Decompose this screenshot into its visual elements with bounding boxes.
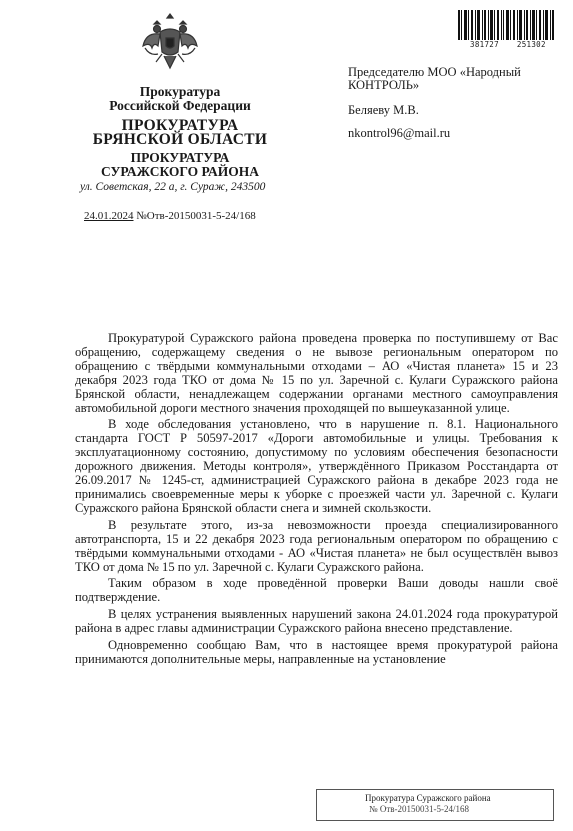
paragraph-2: В ходе обследования установлено, что в нарушение п. 8.1. Национального стандарта ГОСТ Р 50597-2017 «Дороги автомобильные и улицы. Требования к эксплуатационному состоянию, допустимому по условиям обеспечения безопасности дорожного движения. Методы контроля», утверждённого Приказом Росстандарта от 26.09.2017 № 1245-ст, администрацией Суражского района в декабре 2023 года не принимались своевременные меры к уборке с проезжей части ул. Заречной с. Кулаги Суражского района Брянской области снега и зимней скользкости. <box>75 417 558 515</box>
barcode-numbers <box>470 40 546 49</box>
paragraph-4: Таким образом в ходе проведённой проверки Ваши доводы нашли своё подтверждение. <box>75 576 558 605</box>
barcode-number-left: 381727 <box>470 40 499 49</box>
registration-number <box>84 210 256 222</box>
addressee-name: Беляеву М.В. <box>348 103 419 117</box>
header-line-2: Российской Федерации <box>109 98 251 113</box>
addressee-line-1: Председателю МОО «Народный <box>348 65 521 79</box>
paragraph-3: В результате этого, из-за невозможности проезда специализированного автотранспорта, 15 и 22 декабря 2023 года региональным оператором по обращению с твёрдыми коммунальными отходами - АО «Чистая планета» не был осуществлён вывоз ТКО от дома № 15 по ул. Заречной с. Кулаги Суражского района. <box>75 517 558 574</box>
letter-date: 24.01.2024 <box>84 210 134 222</box>
header-line-3: ПРОКУРАТУРА <box>121 117 239 134</box>
paragraph-5: В целях устранения выявленных нарушений закона 24.01.2024 года прокуратурой района в адрес главы администрации Суражского района внесено представление. <box>75 607 558 636</box>
sender-address: ул. Советская, 22 а, г. Сураж, 243500 <box>80 181 266 193</box>
addressee-line-2: КОНТРОЛЬ» <box>348 78 420 92</box>
stamp-line-1: Прокуратура Суражского района <box>365 793 491 803</box>
double-headed-eagle-emblem <box>140 12 200 74</box>
paragraph-6: Одновременно сообщаю Вам, что в настоящее время прокуратурой района принимаются дополнительные меры, направленные на установление <box>75 638 558 666</box>
header-line-4: БРЯНСКОЙ ОБЛАСТИ <box>92 131 268 148</box>
stamp-line-2: № Отв-20150031-5-24/168 <box>369 804 470 814</box>
header-line-6: СУРАЖСКОГО РАЙОНА <box>100 164 260 179</box>
barcode-number-right: 251302 <box>516 40 546 49</box>
barcode <box>458 10 554 44</box>
paragraph-1: Прокуратурой Суражского района проведена проверка по поступившему от Вас обращению, содержащему сведения о не вывозе региональным оператором по обращению с твёрдыми коммунальными отходами – АО «Чистая планета» 15 и 23 декабря 2023 года ТКО от дома № 15 по ул. Заречной с. Кулаги Суражского района Брянской области, ненадлежащем содержании органами местного самоуправления автомобильной дороги местного значения проходящей по вышеуказанной улице. <box>75 331 558 415</box>
header-line-1: Прокуратура <box>139 84 221 99</box>
addressee-email: nkontrol96@mail.ru <box>348 126 451 140</box>
registration-stamp <box>316 789 554 821</box>
letter-number: №Отв-20150031-5-24/168 <box>136 210 256 222</box>
header-line-5: ПРОКУРАТУРА <box>130 150 230 165</box>
letter-body <box>75 332 558 669</box>
